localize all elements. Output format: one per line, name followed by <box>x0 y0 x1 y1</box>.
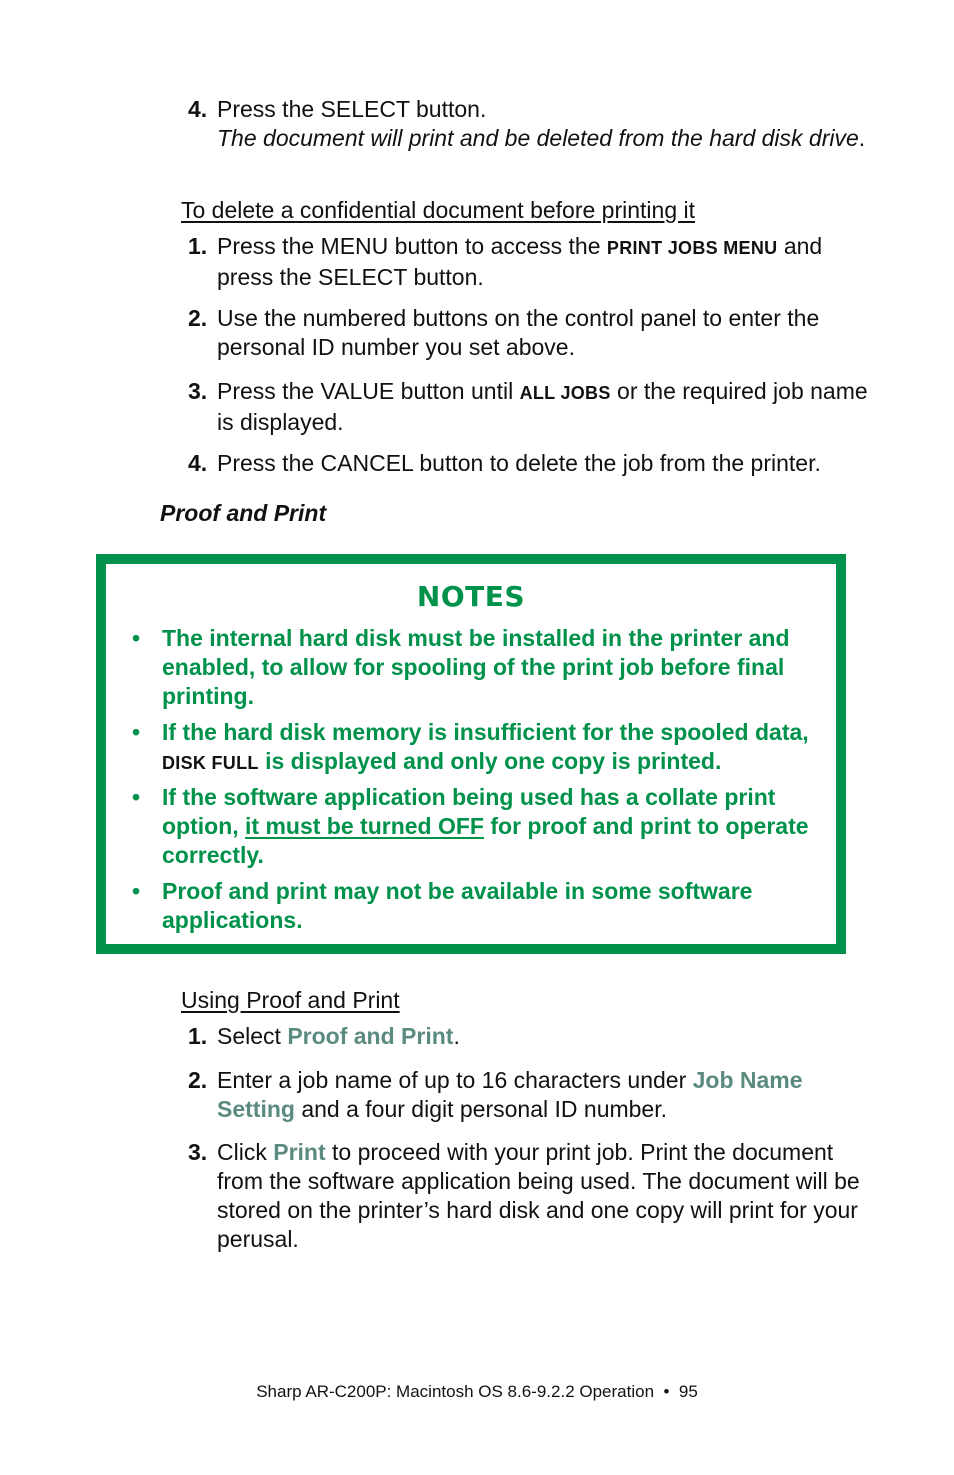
bullet: • <box>132 719 141 745</box>
step-text-pre: Enter a job name of up to 16 characters under <box>217 1067 693 1093</box>
step-text: Use the numbered buttons on the control panel to enter the personal ID number you set above. <box>217 305 820 360</box>
note-text-post: is displayed and only one copy is printed. <box>258 748 722 774</box>
step-text-post: to proceed with your print job. Print the document from the software application being used. The document will be stored on the printer’s hard disk and one copy will print for your perusal. <box>217 1139 860 1252</box>
note-text: The internal hard disk must be installed in the printer and enabled, to allow for spooling of the print job before final printing. <box>162 625 790 709</box>
step-text-post: and a four digit personal ID number. <box>294 1096 668 1122</box>
delete-section-heading: To delete a confidential document before printing it <box>181 197 695 223</box>
step-number: 4. <box>188 96 208 122</box>
page-footer: Sharp AR-C200P: Macintosh OS 8.6-9.2.2 Operation • 95 <box>256 1382 698 1401</box>
note-text: Proof and print may not be available in some software applications. <box>162 878 753 933</box>
note-collate <box>124 783 824 870</box>
notes-box <box>96 554 846 954</box>
note-availability <box>124 877 824 935</box>
step-4-select <box>188 95 868 153</box>
delete-step-3 <box>188 377 868 437</box>
delete-step-2 <box>188 304 868 362</box>
note-text-post: for proof and print to operate correctly. <box>162 813 809 868</box>
step-text-post: and press the SELECT button. <box>217 233 823 290</box>
using-step-1 <box>188 1022 868 1051</box>
ui-label: Job Name Setting <box>217 1067 803 1122</box>
delete-step-1 <box>188 232 868 292</box>
menu-name: PRINT JOBS MENU <box>606 238 778 258</box>
step-text-pre: Press the MENU button to access the <box>217 233 607 259</box>
ui-label: Proof and Print <box>287 1023 454 1049</box>
step-number: 4. <box>188 450 208 476</box>
step-number: 1. <box>188 1023 208 1049</box>
ui-label: Print <box>273 1139 326 1165</box>
note-disk-full <box>124 718 824 778</box>
step-text-pre: Press the VALUE button until <box>217 378 520 404</box>
step-result-end: . <box>858 125 866 151</box>
menu-name: DISK FULL <box>162 753 259 773</box>
bullet: • <box>132 625 141 651</box>
step-number: 2. <box>188 305 208 331</box>
step-text-post: or the required job name is displayed. <box>217 378 868 435</box>
note-emphasis: it must be turned OFF <box>245 813 484 839</box>
step-text-post: . <box>453 1023 460 1049</box>
step-text-pre: Select <box>217 1023 288 1049</box>
proof-and-print-heading: Proof and Print <box>160 500 327 526</box>
notes-title: NOTES <box>416 580 526 613</box>
using-step-3 <box>188 1138 868 1254</box>
note-text-pre: If the hard disk memory is insufficient for the spooled data, <box>162 719 809 745</box>
menu-name: ALL JOBS <box>519 383 611 403</box>
step-number: 3. <box>188 378 208 404</box>
bullet: • <box>132 784 141 810</box>
step-text: Press the CANCEL button to delete the job from the printer. <box>217 450 821 476</box>
using-step-2 <box>188 1066 868 1124</box>
note-text-pre: If the software application being used has a collate print option, <box>162 784 776 839</box>
bullet: • <box>132 878 141 904</box>
note-hard-disk <box>124 624 824 711</box>
step-result: The document will print and be deleted from the hard disk drive <box>217 125 859 151</box>
step-number: 2. <box>188 1067 208 1093</box>
delete-step-4 <box>188 449 868 478</box>
step-number: 1. <box>188 233 208 259</box>
step-text: Press the SELECT button. <box>217 96 487 122</box>
using-section-heading: Using Proof and Print <box>181 987 400 1013</box>
step-number: 3. <box>188 1139 208 1165</box>
step-text-pre: Click <box>217 1139 274 1165</box>
